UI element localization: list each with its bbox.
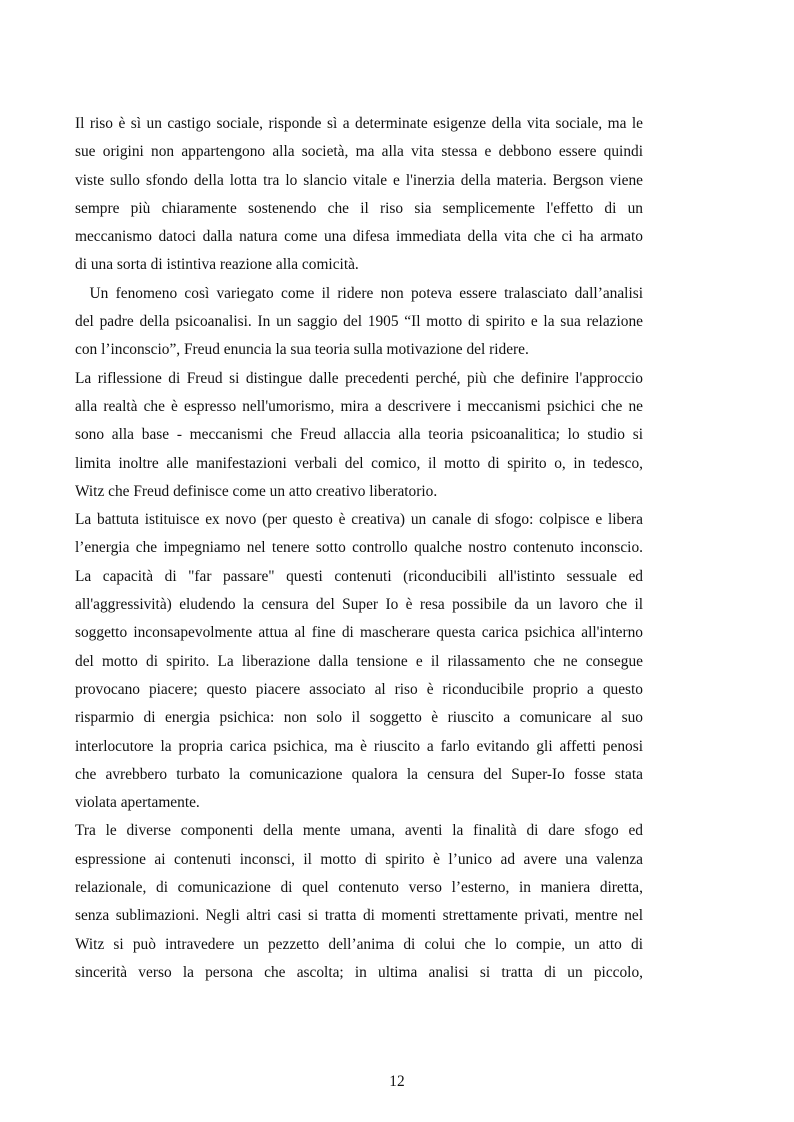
text-line: Un fenomeno così variegato come il ridere non poteva essere tralasciato dall’analisi — [75, 284, 643, 302]
text-line: risparmio di energia psichica: non solo il soggetto è riuscito a comunicare al suo — [75, 709, 643, 727]
text-line: sincerità verso la persona che ascolta; in ultima analisi si tratta di un piccolo, — [75, 963, 643, 981]
text-line: violata apertamente. — [75, 794, 200, 812]
text-line: La capacità di "far passare" questi contenuti (riconducibili all'istinto sessuale ed — [75, 567, 643, 585]
text-line: alla realtà che è espresso nell'umorismo, mira a descrivere i meccanismi psichici che ne — [75, 397, 643, 415]
text-line: La battuta istituisce ex novo (per questo è creativa) un canale di sfogo: colpisce e libera — [75, 511, 643, 529]
text-line: Witz che Freud definisce come un atto creativo liberatorio. — [75, 482, 438, 500]
text-line: all'aggressività) eludendo la censura del Super Io è resa possibile da un lavoro che il — [75, 596, 643, 614]
text-line: del motto di spirito. La liberazione dalla tensione e il rilassamento che ne consegue — [75, 652, 643, 670]
text-line: di una sorta di istintiva reazione alla comicità. — [75, 256, 359, 274]
page-body — [75, 110, 643, 987]
text-line: provocano piacere; questo piacere associato al riso è riconducibile proprio a questo — [75, 680, 643, 698]
text-line: limita inoltre alle manifestazioni verbali del comico, il motto di spirito o, in tedesco, — [75, 454, 643, 472]
text-line: relazionale, di comunicazione di quel contenuto verso l’esterno, in maniera diretta, — [75, 879, 643, 897]
text-line: che avrebbero turbato la comunicazione qualora la censura del Super-Io fosse stata — [75, 765, 643, 783]
text-line: meccanismo datoci dalla natura come una difesa immediata della vita che ci ha armato — [75, 228, 643, 246]
text-line: La riflessione di Freud si distingue dalle precedenti perché, più che definire l'approccio — [75, 369, 643, 387]
text-line: espressione ai contenuti inconsci, il motto di spirito è l’unico ad avere una valenza — [75, 850, 643, 868]
text-line: Il riso è sì un castigo sociale, risponde sì a determinate esigenze della vita sociale, ma le — [75, 115, 643, 132]
text-line: sempre più chiaramente sostenendo che il riso sia semplicemente l'effetto di un — [75, 199, 643, 217]
text-line: Witz si può intravedere un pezzetto dell’anima di colui che lo compie, un atto di — [75, 935, 643, 953]
text-line: senza sublimazioni. Negli altri casi si tratta di momenti strettamente privati, mentre nel — [75, 907, 643, 925]
page-number: 12 — [389, 1073, 405, 1090]
text-line: l’energia che impegniamo nel tenere sotto controllo qualche nostro contenuto inconscio. — [75, 539, 643, 557]
text-line: interlocutore la propria carica psichica, ma è riuscito a farlo evitando gli affetti penosi — [75, 737, 643, 755]
text-line: soggetto inconsapevolmente attua al fine di mascherare questa carica psichica all'interno — [75, 624, 643, 642]
text-line: Tra le diverse componenti della mente umana, aventi la finalità di dare sfogo ed — [75, 822, 643, 840]
text-line: sue origini non appartengono alla società, ma alla vita stessa e debbono essere quindi — [75, 143, 643, 161]
text-line: del padre della psicoanalisi. In un saggio del 1905 “Il motto di spirito e la sua relazione — [75, 313, 643, 331]
text-line: sono alla base - meccanismi che Freud allaccia alla teoria psicoanalitica; lo studio si — [75, 426, 643, 444]
text-line: con l’inconscio”, Freud enuncia la sua teoria sulla motivazione del ridere. — [75, 341, 529, 359]
text-line: viste sullo sfondo della lotta tra lo slancio vitale e l'inerzia della materia. Bergson viene — [75, 171, 643, 189]
